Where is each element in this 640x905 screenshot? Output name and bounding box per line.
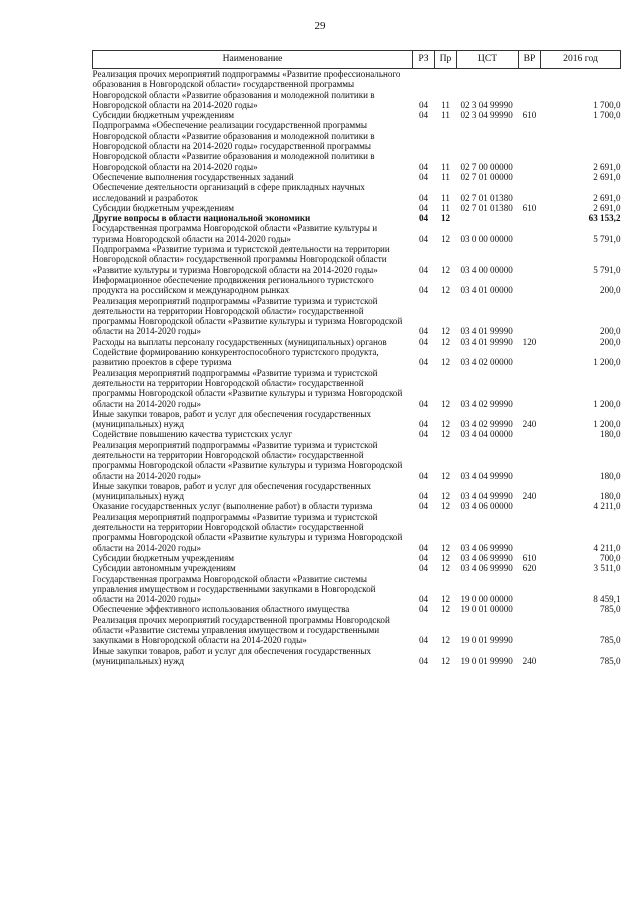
cell-pr: 12 xyxy=(440,604,451,615)
cell-rz: 04 xyxy=(418,635,429,646)
cell-name: Иные закупки товаров, работ и услуг для обеспечения государственных (муниципальных) нужд xyxy=(92,480,371,502)
cell-pr: 11 xyxy=(441,202,450,213)
cell-cst: 03 4 06 99990 xyxy=(460,563,513,574)
cell-rz: 04 xyxy=(418,357,429,368)
cell-cst xyxy=(457,213,519,223)
cell-cst: 03 4 04 00000 xyxy=(460,429,513,440)
cell-sum: 3 511,0 xyxy=(593,563,621,574)
table-row xyxy=(93,440,621,481)
cell-name: Обеспечение выполнения государственных заданий xyxy=(92,171,294,182)
cell-name: Информационное обеспечение продвижения регионального туристского продукта на российском и международном рынках xyxy=(92,274,374,296)
cell-sum: 2 691,0 xyxy=(593,202,621,213)
cell-name: Реализация мероприятий подпрограммы «Развитие туризма и туристской деятельности на территории Новгородской области» государственной программы Новгородской области «Развитие культуры и туризма Новгородской области на 2014-2020 годы» xyxy=(92,367,403,409)
cell-vr: 240 xyxy=(522,655,537,666)
cell-sum: 63 153,2 xyxy=(588,213,621,224)
cell-rz: 04 xyxy=(418,161,429,172)
cell-name: Реализация мероприятий подпрограммы «Развитие туризма и туристской деятельности на территории Новгородской области» государственной программы Новгородской области «Развитие культуры и туризма Новгородской области на 2014-2020 годы» xyxy=(92,295,403,337)
cell-name: Реализация мероприятий подпрограммы «Развитие туризма и туристской деятельности на территории Новгородской области» государственной программы Новгородской области «Развитие культуры и туризма Новгородской области на 2014-2020 годы» xyxy=(92,511,403,553)
cell-sum: 1 200,0 xyxy=(593,398,621,409)
table-row xyxy=(93,223,621,244)
cell-vr xyxy=(519,223,541,244)
header-name: Наименование xyxy=(93,51,413,69)
table-row xyxy=(93,182,621,203)
cell-vr: 240 xyxy=(522,491,537,502)
cell-name: Субсидии бюджетным учреждениям xyxy=(92,552,235,563)
cell-cst: 03 4 06 99990 xyxy=(460,542,513,553)
cell-pr: 11 xyxy=(441,171,450,182)
cell-rz: 04 xyxy=(418,99,429,110)
cell-vr xyxy=(519,296,541,337)
cell-vr xyxy=(519,512,541,553)
cell-rz: 04 xyxy=(418,429,429,440)
cell-rz: 04 xyxy=(418,501,429,512)
cell-name: Субсидии автономным учреждениям xyxy=(92,563,236,574)
cell-vr xyxy=(519,604,541,614)
cell-rz: 04 xyxy=(418,202,429,213)
cell-rz: 04 xyxy=(418,470,429,481)
cell-rz: 04 xyxy=(418,171,429,182)
cell-rz: 04 xyxy=(418,233,429,244)
cell-rz: 04 xyxy=(418,655,429,666)
cell-cst: 03 4 06 99990 xyxy=(460,552,513,563)
table-row xyxy=(93,615,621,646)
cell-cst: 03 4 04 99990 xyxy=(460,470,513,481)
cell-sum: 180,0 xyxy=(600,429,621,440)
cell-pr: 12 xyxy=(440,429,451,440)
table-row xyxy=(93,69,621,111)
cell-sum: 1 700,0 xyxy=(593,110,621,121)
cell-sum: 1 200,0 xyxy=(593,419,621,430)
cell-name: Другие вопросы в области национальной экономики xyxy=(92,213,311,224)
cell-cst: 02 7 00 00000 xyxy=(460,161,513,172)
header-pr: Пр xyxy=(435,51,457,69)
cell-cst: 03 4 01 00000 xyxy=(460,285,513,296)
cell-name: Обеспечение эффективного использования областного имущества xyxy=(92,604,350,615)
cell-cst: 19 0 01 99990 xyxy=(460,655,513,666)
header-rz: РЗ xyxy=(413,51,435,69)
budget-table xyxy=(92,50,621,666)
cell-rz: 04 xyxy=(418,594,429,605)
table-row xyxy=(93,604,621,614)
cell-sum: 785,0 xyxy=(600,635,621,646)
cell-pr: 12 xyxy=(440,655,451,666)
table-row xyxy=(93,429,621,439)
cell-name: Оказание государственных услуг (выполнение работ) в области туризма xyxy=(92,501,373,512)
table-row xyxy=(93,646,621,667)
cell-cst: 03 4 04 99990 xyxy=(460,491,513,502)
table-row xyxy=(93,563,621,573)
cell-rz: 04 xyxy=(418,213,429,224)
table-row xyxy=(93,574,621,605)
cell-pr: 12 xyxy=(440,398,451,409)
cell-name: Иные закупки товаров, работ и услуг для обеспечения государственных (муниципальных) нужд xyxy=(92,408,371,430)
cell-pr: 12 xyxy=(440,501,451,512)
cell-vr xyxy=(519,120,541,171)
cell-name: Содействие формированию конкурентоспособного туристского продукта, развитию проектов в сфере туризма xyxy=(92,347,379,368)
cell-cst: 03 4 02 99990 xyxy=(460,398,513,409)
cell-rz: 04 xyxy=(418,336,429,347)
table-row xyxy=(93,337,621,347)
cell-pr: 11 xyxy=(441,110,450,121)
cell-vr: 610 xyxy=(522,110,537,121)
cell-pr: 11 xyxy=(441,192,450,203)
cell-cst: 19 0 01 00000 xyxy=(460,604,513,615)
cell-rz: 04 xyxy=(418,563,429,574)
cell-vr: 620 xyxy=(522,563,537,574)
cell-vr xyxy=(519,501,541,511)
table-row xyxy=(93,512,621,553)
table-row xyxy=(93,275,621,296)
cell-sum: 180,0 xyxy=(600,491,621,502)
cell-cst: 02 7 01 01380 xyxy=(460,202,513,213)
header-row xyxy=(93,51,621,69)
cell-vr xyxy=(519,244,541,275)
table-row xyxy=(93,296,621,337)
cell-name: Субсидии бюджетным учреждениям xyxy=(92,202,235,213)
cell-pr: 11 xyxy=(441,161,450,172)
cell-vr xyxy=(519,429,541,439)
header-cst: ЦСТ xyxy=(457,51,519,69)
cell-pr: 12 xyxy=(440,594,451,605)
cell-name: Расходы на выплаты персоналу государственных (муниципальных) органов xyxy=(92,336,387,347)
cell-sum: 1 700,0 xyxy=(593,99,621,110)
cell-pr: 12 xyxy=(440,635,451,646)
cell-name: Реализация мероприятий подпрограммы «Развитие туризма и туристской деятельности на территории Новгородской области» государственной программы Новгородской области «Развитие культуры и туризма Новгородской области на 2014-2020 годы» xyxy=(92,439,403,481)
cell-sum: 785,0 xyxy=(600,655,621,666)
cell-cst: 03 4 06 00000 xyxy=(460,501,513,512)
cell-rz: 04 xyxy=(418,542,429,553)
cell-sum: 200,0 xyxy=(600,336,621,347)
cell-rz: 04 xyxy=(418,264,429,275)
cell-rz: 04 xyxy=(418,604,429,615)
cell-pr: 12 xyxy=(440,233,451,244)
table-row xyxy=(93,481,621,502)
header-vr: ВР xyxy=(519,51,541,69)
cell-cst: 19 0 00 00000 xyxy=(460,594,513,605)
cell-vr xyxy=(519,368,541,409)
cell-cst: 02 7 01 01380 xyxy=(460,192,513,203)
cell-rz: 04 xyxy=(418,419,429,430)
cell-pr: 12 xyxy=(440,213,451,224)
cell-vr xyxy=(519,615,541,646)
table-row xyxy=(93,110,621,120)
cell-rz: 04 xyxy=(418,552,429,563)
cell-cst: 03 4 00 00000 xyxy=(460,264,513,275)
cell-cst: 19 0 01 99990 xyxy=(460,635,513,646)
cell-sum: 8 459,1 xyxy=(593,594,621,605)
cell-pr: 12 xyxy=(440,470,451,481)
table-header xyxy=(93,51,621,69)
cell-vr: 610 xyxy=(522,202,537,213)
cell-rz: 04 xyxy=(418,192,429,203)
cell-vr: 610 xyxy=(522,552,537,563)
cell-sum: 200,0 xyxy=(600,285,621,296)
cell-cst: 03 4 01 99990 xyxy=(460,336,513,347)
cell-sum: 2 691,0 xyxy=(593,171,621,182)
table-row xyxy=(93,347,621,368)
cell-rz: 04 xyxy=(418,491,429,502)
cell-sum: 700,0 xyxy=(600,552,621,563)
table-row xyxy=(93,120,621,171)
cell-name: Подпрограмма «Развитие туризма и туристской деятельности на территории Новгородской области» государственной программы Новгородской области «Развитие культуры и туризма Новгородской области на 2014-2020 годы» xyxy=(92,244,390,275)
table-row xyxy=(93,368,621,409)
cell-name: Иные закупки товаров, работ и услуг для обеспечения государственных (муниципальных) нужд xyxy=(92,645,371,666)
cell-sum: 4 211,0 xyxy=(593,542,621,553)
cell-sum: 5 791,0 xyxy=(593,233,621,244)
cell-sum: 2 691,0 xyxy=(593,161,621,172)
table-row xyxy=(93,172,621,182)
cell-cst: 03 0 00 00000 xyxy=(460,233,513,244)
cell-vr xyxy=(519,574,541,605)
table-row xyxy=(93,244,621,275)
cell-pr: 12 xyxy=(440,264,451,275)
cell-pr: 12 xyxy=(440,491,451,502)
cell-name: Обеспечение деятельности организаций в сфере прикладных научных исследований и разработок xyxy=(92,182,365,203)
cell-rz: 04 xyxy=(418,326,429,337)
cell-name: Реализация прочих мероприятий государственной программы Новгородской области «Развитие системы управления имуществом и государственными закупками в Новгородской области на 2014-2020 годы» xyxy=(92,614,390,646)
cell-vr: 240 xyxy=(522,419,537,430)
table-row xyxy=(93,409,621,430)
cell-name: Субсидии бюджетным учреждениям xyxy=(92,110,235,121)
table-body xyxy=(93,69,621,667)
cell-pr: 12 xyxy=(440,563,451,574)
cell-cst: 03 4 01 99990 xyxy=(460,326,513,337)
header-year: 2016 год xyxy=(541,51,621,69)
cell-name: Государственная программа Новгородской области «Развитие системы управления имуществом и государственными закупками в Новгородской области на 2014-2020 годы» xyxy=(92,573,376,605)
cell-sum: 180,0 xyxy=(600,470,621,481)
cell-pr: 12 xyxy=(440,542,451,553)
cell-sum: 1 200,0 xyxy=(593,357,621,368)
cell-pr: 11 xyxy=(441,99,450,110)
cell-name: Содействие повышению качества туристских услуг xyxy=(92,429,293,440)
table-row xyxy=(93,213,621,223)
cell-vr xyxy=(519,275,541,296)
cell-vr xyxy=(519,69,541,111)
cell-vr xyxy=(519,440,541,481)
cell-sum: 200,0 xyxy=(600,326,621,337)
table-row xyxy=(93,203,621,213)
cell-cst: 02 3 04 99990 xyxy=(460,110,513,121)
cell-pr: 12 xyxy=(440,552,451,563)
cell-cst: 03 4 02 99990 xyxy=(460,419,513,430)
cell-vr xyxy=(519,172,541,182)
cell-rz: 04 xyxy=(418,285,429,296)
cell-name: Подпрограмма «Обеспечение реализации государственной программы Новгородской области «Развитие образования и молодежной политики в Новгородской области на 2014-2020 годы» государственной программы Новгородской области «Развитие образования и молодежной политики в Новгородской области на 2014-2020 годы» xyxy=(92,120,375,172)
cell-name: Реализация прочих мероприятий подпрограммы «Развитие профессионального образования в Новгородской области» государственной программы Новгородской области «Развитие образования и молодежной политики в Новгородской области на 2014-2020 годы» xyxy=(92,69,401,110)
cell-rz: 04 xyxy=(418,398,429,409)
cell-sum: 5 791,0 xyxy=(593,264,621,275)
cell-name: Государственная программа Новгородской области «Развитие культуры и туризма Новгородской области на 2014-2020 годы» xyxy=(92,223,378,244)
cell-sum: 4 211,0 xyxy=(593,501,621,512)
cell-vr: 120 xyxy=(522,336,537,347)
table-row xyxy=(93,553,621,563)
cell-vr xyxy=(519,213,541,223)
cell-pr: 12 xyxy=(440,285,451,296)
cell-sum: 785,0 xyxy=(600,604,621,615)
cell-rz: 04 xyxy=(418,110,429,121)
cell-vr xyxy=(519,182,541,203)
cell-cst: 02 7 01 00000 xyxy=(460,171,513,182)
cell-pr: 12 xyxy=(440,357,451,368)
cell-pr: 12 xyxy=(440,336,451,347)
page-number: 29 xyxy=(314,20,326,32)
cell-pr: 12 xyxy=(440,419,451,430)
table-row xyxy=(93,501,621,511)
cell-sum: 2 691,0 xyxy=(593,192,621,203)
cell-cst: 03 4 02 00000 xyxy=(460,357,513,368)
cell-cst: 02 3 04 99990 xyxy=(460,99,513,110)
cell-vr xyxy=(519,347,541,368)
cell-pr: 12 xyxy=(440,326,451,337)
